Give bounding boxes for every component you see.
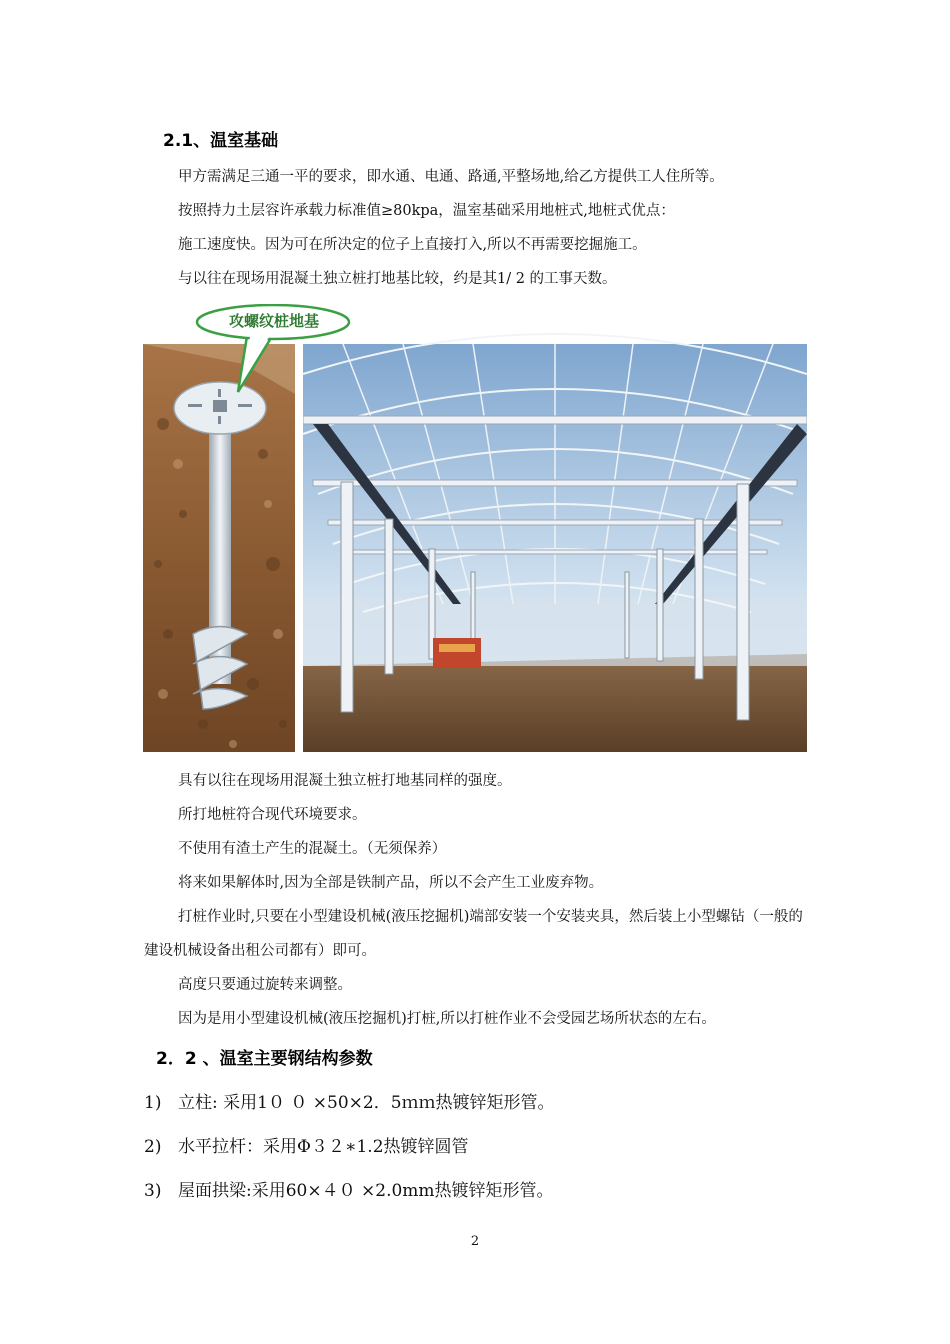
greenhouse-foundation-figure — [143, 304, 807, 752]
list-item-number: 1) — [144, 1093, 162, 1113]
list-item-text: 屋面拱梁:采用60×４０ ×2.0mm热镀锌矩形管。 — [178, 1181, 554, 1201]
list-item — [144, 1088, 555, 1113]
section-heading-2-2: 2．2 、温室主要钢结构参数 — [156, 1049, 373, 1069]
list-item — [144, 1132, 469, 1157]
list-item — [144, 1176, 554, 1201]
paragraph: 所打地桩符合现代环境要求。 — [178, 807, 367, 823]
paragraph: 高度只要通过旋转来调整。 — [178, 977, 352, 993]
paragraph: 与以往在现场用混凝土独立桩打地基比较，约是其1/ 2 的工事天数。 — [178, 271, 617, 287]
paragraph: 将来如果解体时,因为全部是铁制产品，所以不会产生工业废弃物。 — [178, 875, 604, 891]
list-item-text: 水平拉杆：采用Φ３２∗1.2热镀锌圆管 — [178, 1137, 469, 1157]
paragraph: 施工速度快。因为可在所决定的位子上直接打入,所以不再需要挖掘施工。 — [178, 237, 647, 253]
paragraph: 具有以往在现场用混凝土独立桩打地基同样的强度。 — [178, 773, 512, 789]
paragraph: 甲方需满足三通一平的要求，即水通、电通、路通,平整场地,给乙方提供工人住所等。 — [178, 169, 724, 185]
list-item-number: 3) — [144, 1181, 162, 1201]
soil-photo — [143, 344, 295, 752]
figure-illustration — [143, 304, 807, 752]
paragraph: 不使用有渣土产生的混凝土。（无须保养） — [178, 841, 447, 857]
list-item-number: 2) — [144, 1137, 162, 1157]
section-heading-2-1: 2.1、温室基础 — [163, 131, 279, 151]
paragraph-wrapped: 打桩作业时,只要在小型建设机械(液压挖掘机)端部安装一个安装夹具，然后装上小型螺钻（一般的建设机械设备出租公司都有）即可。 — [144, 909, 803, 959]
list-item-text: 立柱: 采用1０ ０ ×50×2．5ｍｍ热镀锌矩形管。 — [178, 1093, 555, 1113]
greenhouse-photo — [303, 334, 807, 752]
page-number: 2 — [470, 1234, 480, 1249]
paragraph: 按照持力土层容许承载力标准值≥80kpa，温室基础采用地桩式,地桩式优点： — [178, 203, 675, 219]
paragraph: 因为是用小型建设机械(液压挖掘机)打桩,所以打桩作业不会受园艺场所状态的左右。 — [178, 1011, 716, 1027]
callout-label: 攻螺纹桩地基 — [228, 312, 319, 330]
